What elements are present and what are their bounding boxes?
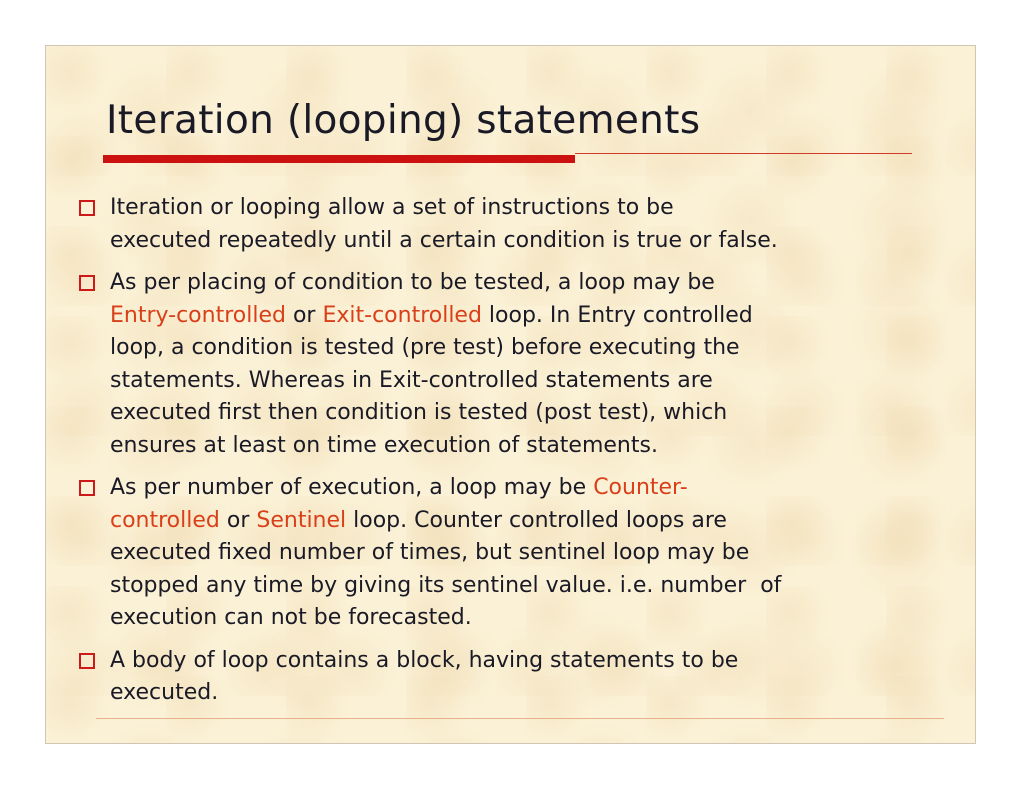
bullet-text-fragment: or [285,302,323,328]
bullet-text-fragment: As per number of execution, a loop may be [110,475,594,500]
bullet-text-fragment: or [219,507,257,533]
square-bullet-icon [79,480,95,496]
bullet-list [76,192,956,720]
bullet-text-line: statements. Whereas in Exit-controlled statements are [110,367,713,393]
bullet-text-line: loop, a condition is tested (pre test) before executing the [110,335,740,360]
bullet-text-line: executed fixed number of times, but sentinel loop may be [110,540,750,565]
bullet-text-line: executed repeatedly until a certain condition is true or false. [110,227,778,253]
square-bullet-icon [79,200,95,216]
footer-divider [96,718,944,719]
term-counter-controlled: Counter- [593,475,688,500]
slide [45,45,976,744]
term-entry-controlled: Entry-controlled [110,302,286,328]
bullet-item [76,645,956,710]
term-exit-controlled: Exit-controlled [322,302,482,328]
bullet-text-line: ensures at least on time execution of statements. [110,432,658,458]
term-counter-controlled: controlled [110,507,220,533]
title-underline-thin [575,153,912,154]
bullet-text-line: executed first then condition is tested (post test), which [110,400,728,425]
bullet-text-fragment: loop. Counter controlled loops are [346,507,727,533]
slide-title: Iteration (looping) statements [106,98,701,143]
square-bullet-icon [79,275,95,291]
bullet-text-fragment: loop. In Entry controlled [481,302,753,328]
bullet-text-line: A body of loop contains a block, having statements to be [110,647,739,673]
square-bullet-icon [79,653,95,669]
title-underline-thick [103,155,575,163]
bullet-text-line: executed. [110,680,219,705]
bullet-item [76,192,956,257]
term-sentinel: Sentinel [256,507,347,533]
bullet-text-line: Iteration or looping allow a set of instructions to be [110,195,674,220]
bullet-item [76,472,956,635]
bullet-text-line: stopped any time by giving its sentinel value. i.e. number of [110,572,782,598]
bullet-text-line: As per placing of condition to be tested, a loop may be [110,270,715,295]
bullet-item [76,267,956,462]
bullet-text-line: execution can not be forecasted. [110,605,472,630]
